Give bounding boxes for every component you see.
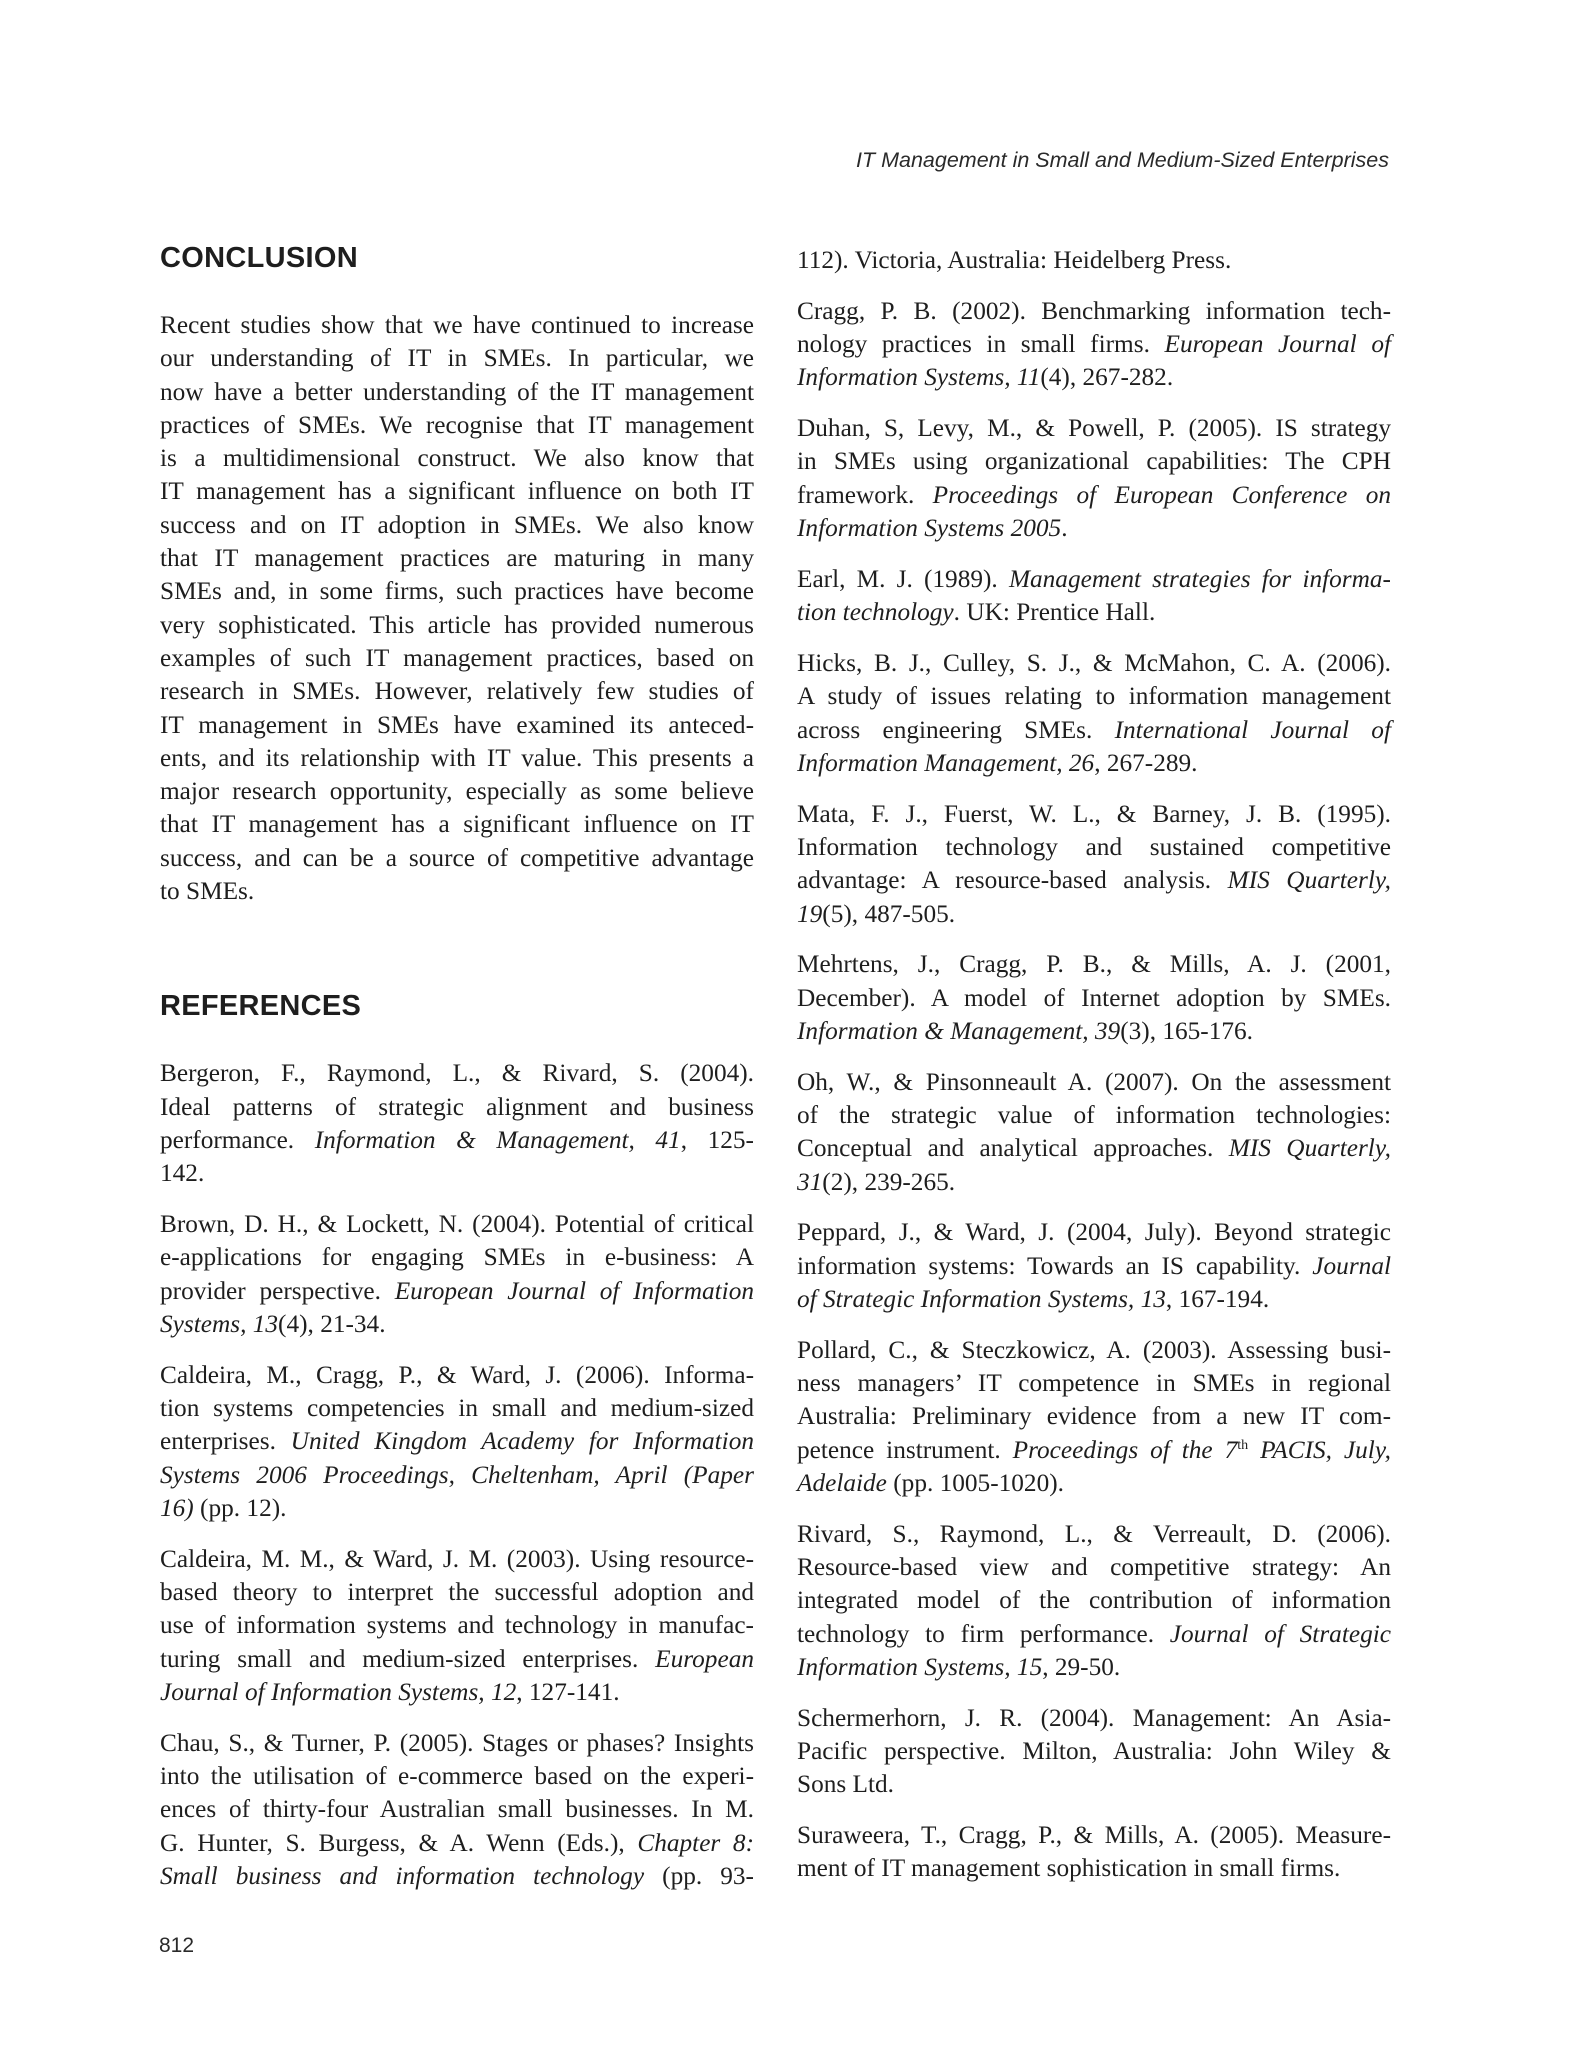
text-line xyxy=(160,1676,754,1709)
text-line: Pollard, C., & Steczkowicz, A. (2003). Assessing busi- xyxy=(797,1335,1391,1364)
text-line: tion systems competencies in small and medium-sized xyxy=(160,1394,754,1423)
text-line: Rivard, S., Raymond, L., & Verreault, D. (2006). xyxy=(797,1519,1391,1548)
plain-text: , 125- xyxy=(680,1125,754,1154)
plain-text: (5), 487-505. xyxy=(822,899,956,928)
text-line: Ideal patterns of strategic alignment and business xyxy=(160,1092,754,1121)
references-heading: REFERENCES xyxy=(160,990,362,1023)
text-line xyxy=(797,864,1391,897)
text-line: Schermerhorn, J. R. (2004). Management: An Asia- xyxy=(797,1703,1391,1732)
italic-title: MIS Quarterly, xyxy=(1228,1134,1391,1163)
text-line: is a multidimensional construct. We also know that xyxy=(160,444,754,473)
text-line: Oh, W., & Pinsonneault A. (2007). On the assessment xyxy=(797,1067,1391,1096)
text-line xyxy=(797,1250,1391,1283)
text-line: use of information systems and technology in manufac- xyxy=(160,1611,754,1640)
text-line: success, and can be a source of competitive advantage xyxy=(160,843,754,872)
italic-title: MIS Quarterly, xyxy=(1227,866,1391,895)
text-line: our understanding of IT in SMEs. In particular, we xyxy=(160,344,754,373)
italic-title: 31 xyxy=(797,1167,823,1196)
text-line: Caldeira, M. M., & Ward, J. M. (2003). Using resource- xyxy=(160,1544,754,1573)
italic-title: European Journal of xyxy=(1164,330,1391,359)
text-line xyxy=(160,1275,754,1308)
text-line xyxy=(160,1827,754,1860)
text-line xyxy=(160,1492,754,1525)
plain-text: nology practices in small firms. xyxy=(797,330,1165,359)
italic-title: Proceedings of the 7 xyxy=(1012,1435,1238,1464)
text-line: IT management in SMEs have examined its anteced- xyxy=(160,710,754,739)
reference-entry xyxy=(160,1543,754,1709)
text-line xyxy=(797,714,1391,747)
references-list-left xyxy=(160,1057,754,1893)
text-line: of the strategic value of information technologies: xyxy=(797,1101,1391,1130)
plain-text: , 127-141. xyxy=(516,1677,620,1706)
reference-entry xyxy=(797,244,1391,277)
reference-entry xyxy=(160,1359,754,1525)
text-line: Chau, S., & Turner, P. (2005). Stages or phases? Insights xyxy=(160,1728,754,1757)
reference-entry xyxy=(160,1208,754,1341)
text-line: now have a better understanding of the IT management xyxy=(160,377,754,406)
reference-entry xyxy=(797,948,1391,1048)
text-line: Australia: Preliminary evidence from a new IT com- xyxy=(797,1402,1391,1431)
text-line xyxy=(797,1166,1391,1199)
reference-entry xyxy=(797,1819,1391,1886)
text-line xyxy=(797,328,1391,361)
italic-title: 19 xyxy=(797,899,823,928)
italic-title: Journal xyxy=(1312,1251,1391,1280)
text-line: based theory to interpret the successful adoption and xyxy=(160,1578,754,1606)
italic-title: tion technology xyxy=(797,598,954,627)
references-list-right xyxy=(797,244,1391,1886)
italic-title: Information & Management, 39 xyxy=(797,1016,1121,1045)
plain-text: , 267-289. xyxy=(1094,748,1198,777)
plain-text: Earl, M. J. (1989). xyxy=(797,564,1009,593)
text-line: success and on IT adoption in SMEs. We also know xyxy=(160,510,754,539)
text-line: integrated model of the contribution of information xyxy=(797,1586,1391,1615)
text-line xyxy=(160,1308,754,1341)
plain-text: petence instrument. xyxy=(797,1435,1013,1464)
left-column xyxy=(160,240,754,1911)
plain-text: technology to firm performance. xyxy=(797,1619,1170,1648)
italic-title: Information & Management, 41 xyxy=(314,1125,681,1154)
text-line: Resource-based view and competitive strategy: An xyxy=(797,1553,1391,1582)
text-line: SMEs and, in some firms, such practices have become xyxy=(160,577,754,606)
text-line: major research opportunity, especially as some believe xyxy=(160,777,754,806)
right-column xyxy=(797,244,1391,1903)
text-line: Caldeira, M., Cragg, P., & Ward, J. (2006). Informa- xyxy=(160,1360,754,1389)
reference-entry xyxy=(797,1334,1391,1500)
text-line: Mehrtens, J., Cragg, P. B., & Mills, A. J. (2001, xyxy=(797,950,1391,979)
text-line xyxy=(797,1434,1391,1467)
text-line: 142. xyxy=(160,1159,205,1188)
italic-title: Management strategies for informa- xyxy=(1008,564,1391,593)
reference-entry xyxy=(797,1066,1391,1199)
italic-title: Adelaide xyxy=(797,1469,887,1497)
text-line xyxy=(797,563,1391,596)
reference-entry xyxy=(797,563,1391,630)
running-head: IT Management in Small and Medium-Sized Enterprises xyxy=(856,148,1389,172)
italic-title: Proceedings of European Conference on xyxy=(932,480,1391,509)
text-line: Recent studies show that we have continued to increase xyxy=(160,311,754,339)
text-line xyxy=(797,1467,1391,1500)
text-line: Duhan, S, Levy, M., & Powell, P. (2005). IS strategy xyxy=(797,414,1391,443)
text-line: that IT management has a significant influence on IT xyxy=(160,810,754,839)
text-line: A study of issues relating to information management xyxy=(797,682,1391,711)
text-line: Information technology and sustained competitive xyxy=(797,832,1391,861)
text-line: ents, and its relationship with IT value. This presents a xyxy=(160,743,754,772)
plain-text: performance. xyxy=(160,1125,315,1154)
text-line: very sophisticated. This article has provided numerous xyxy=(160,610,754,639)
text-line: Peppard, J., & Ward, J. (2004, July). Beyond strategic xyxy=(797,1218,1391,1247)
text-line: Pacific perspective. Milton, Australia: John Wiley & xyxy=(797,1737,1391,1766)
italic-title: Information Management, 26 xyxy=(797,748,1095,777)
text-line: Bergeron, F., Raymond, L., & Rivard, S. (2004). xyxy=(160,1059,754,1088)
text-line xyxy=(797,479,1391,512)
text-line xyxy=(797,512,1391,545)
italic-title: Information Systems, 11 xyxy=(797,363,1041,392)
text-line: into the utilisation of e-commerce based on the experi- xyxy=(160,1761,754,1790)
plain-text: (pp. 93- xyxy=(644,1861,754,1890)
plain-text: advantage: A resource-based analysis. xyxy=(797,866,1228,895)
reference-entry xyxy=(160,1727,754,1893)
text-line: 112). Victoria, Australia: Heidelberg Press. xyxy=(797,246,1232,274)
plain-text: (4), 267-282. xyxy=(1040,363,1174,392)
plain-text: framework. xyxy=(797,480,933,509)
text-line xyxy=(160,1860,754,1893)
italic-title: Information Systems, 15 xyxy=(797,1652,1043,1681)
text-line: ness managers’ IT competence in SMEs in regional xyxy=(797,1369,1391,1398)
text-line: Hicks, B. J., Culley, S. J., & McMahon, C. A. (2006). xyxy=(797,648,1391,677)
plain-text: (4), 21-34. xyxy=(278,1309,386,1338)
text-line: Sons Ltd. xyxy=(797,1770,894,1799)
text-line: Cragg, P. B. (2002). Benchmarking information tech- xyxy=(797,296,1391,325)
italic-title: Journal of Strategic xyxy=(1169,1619,1391,1648)
text-line xyxy=(797,1015,1391,1048)
text-line xyxy=(797,898,1391,931)
text-line: IT management has a significant influence on both IT xyxy=(160,477,754,506)
text-line: practices of SMEs. We recognise that IT management xyxy=(160,410,754,439)
italic-title: European Journal of Information xyxy=(394,1276,754,1305)
conclusion-paragraph xyxy=(160,309,754,908)
text-line: research in SMEs. However, relatively few studies of xyxy=(160,677,754,706)
text-line: to SMEs. xyxy=(160,877,255,906)
italic-title: International Journal of xyxy=(1114,715,1391,744)
plain-text: provider perspective. xyxy=(160,1276,395,1305)
plain-text: , 29-50. xyxy=(1042,1652,1121,1681)
plain-text: . UK: Prentice Hall. xyxy=(953,598,1156,627)
text-line: e-applications for engaging SMEs in e-business: A xyxy=(160,1243,754,1272)
plain-text: enterprises. xyxy=(160,1427,291,1456)
italic-title: Small business and information technology xyxy=(160,1861,645,1890)
reference-entry xyxy=(797,412,1391,545)
text-line xyxy=(160,1643,754,1676)
superscript: th xyxy=(1237,1437,1249,1453)
italic-title: Systems 2006 Proceedings, Cheltenham, April (Paper xyxy=(160,1460,754,1489)
plain-text: G. Hunter, S. Burgess, & A. Wenn (Eds.), xyxy=(160,1828,638,1857)
plain-text: (3), 165-176. xyxy=(1120,1016,1253,1045)
text-line: Brown, D. H., & Lockett, N. (2004). Potential of critical xyxy=(160,1210,754,1239)
text-line: Suraweera, T., Cragg, P., & Mills, A. (2005). Measure- xyxy=(797,1821,1391,1850)
reference-entry xyxy=(797,1216,1391,1316)
text-line xyxy=(160,1124,754,1157)
plain-text: (pp. 12). xyxy=(193,1493,287,1522)
plain-text: (pp. 1005-1020). xyxy=(886,1469,1064,1497)
italic-title: of Strategic Information Systems, 13 xyxy=(797,1285,1166,1314)
italic-title: Systems, 13 xyxy=(160,1309,279,1338)
plain-text: . xyxy=(1061,514,1068,543)
text-line: in SMEs using organizational capabilities: The CPH xyxy=(797,447,1391,476)
italic-title: PACIS, July, xyxy=(1248,1435,1391,1464)
reference-entry xyxy=(797,647,1391,780)
italic-title: Chapter 8: xyxy=(637,1828,754,1857)
plain-text: Conceptual and analytical approaches. xyxy=(797,1134,1229,1163)
text-line xyxy=(797,1618,1391,1651)
text-line xyxy=(797,1132,1391,1165)
text-line: December). A model of Internet adoption by SMEs. xyxy=(797,983,1391,1012)
text-line: ences of thirty-four Australian small businesses. In M. xyxy=(160,1795,754,1824)
italic-title: United Kingdom Academy for Information xyxy=(290,1427,754,1456)
reference-entry xyxy=(797,1518,1391,1684)
text-line xyxy=(160,1459,754,1492)
reference-entry xyxy=(797,1702,1391,1802)
reference-entry xyxy=(797,798,1391,931)
text-line xyxy=(797,361,1391,394)
text-line xyxy=(797,1283,1391,1316)
text-line: that IT management practices are maturing in many xyxy=(160,544,754,573)
conclusion-heading: CONCLUSION xyxy=(160,242,358,274)
reference-entry xyxy=(160,1057,754,1190)
italic-title: 16) xyxy=(160,1493,194,1522)
plain-text: (2), 239-265. xyxy=(822,1167,956,1196)
italic-title: Journal of Information Systems, 12 xyxy=(160,1677,517,1706)
text-line: Mata, F. J., Fuerst, W. L., & Barney, J. B. (1995). xyxy=(797,799,1391,828)
text-line xyxy=(160,1425,754,1458)
text-line: ment of IT management sophistication in small firms. xyxy=(797,1854,1341,1883)
page-number: 812 xyxy=(159,1934,195,1957)
text-line xyxy=(797,596,1391,629)
plain-text: , 167-194. xyxy=(1165,1285,1270,1314)
reference-entry xyxy=(797,295,1391,395)
plain-text: information systems: Towards an IS capability. xyxy=(797,1251,1313,1280)
italic-title: Information Systems 2005 xyxy=(797,514,1062,543)
plain-text: across engineering SMEs. xyxy=(797,715,1115,744)
text-line: examples of such IT management practices, based on xyxy=(160,643,754,672)
italic-title: European xyxy=(655,1644,754,1673)
text-line xyxy=(797,747,1391,780)
plain-text: turing small and medium-sized enterprises. xyxy=(160,1644,656,1673)
text-line xyxy=(797,1651,1391,1684)
